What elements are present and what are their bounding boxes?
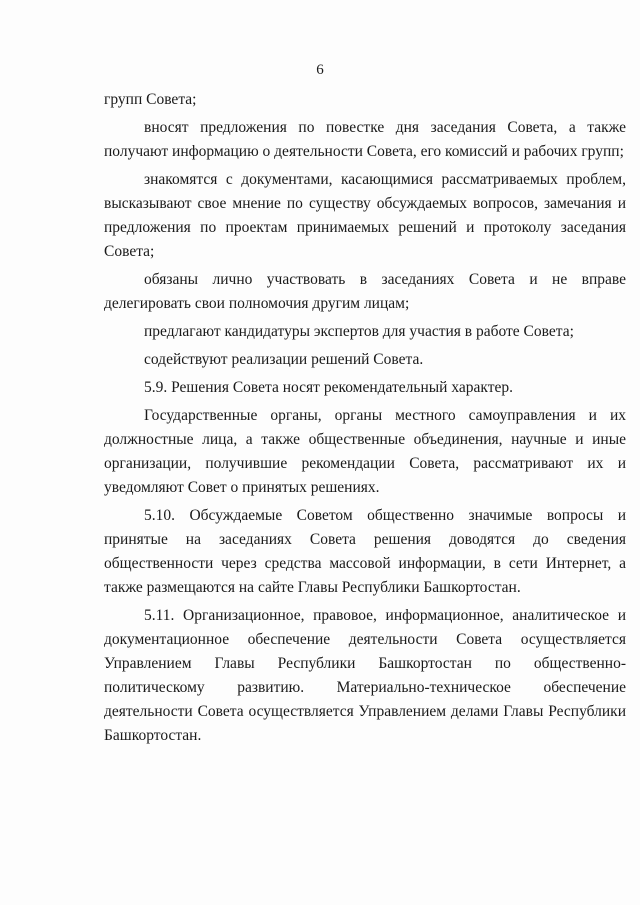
paragraph-10: 5.11. Организационное, правовое, информационное, аналитическое и документационное обеспечение деятельности Совета осуществляется Управлением Главы Республики Башкортостан по общественно-политическому развитию. Материально-техническое обеспечение деятельности Совета осуществляется Управлением делами Главы Республики Башкортостан. bbox=[104, 607, 626, 744]
paragraph-8: Государственные органы, органы местного самоуправления и их должностные лица, а также общественные объединения, научные и иные организации, получившие рекомендации Совета, рассматривают их и уведомляют Совет о принятых решениях. bbox=[104, 407, 626, 496]
page-number: 6 bbox=[316, 62, 324, 78]
document-body bbox=[104, 88, 626, 752]
paragraph-3: знакомятся с документами, касающимися рассматриваемых проблем, высказывают свое мнение по существу обсуждаемых вопросов, замечания и предложения по проектам принимаемых решений и протоколу заседания Совета; bbox=[104, 171, 626, 260]
paragraph-7: 5.9. Решения Совета носят рекомендательный характер. bbox=[144, 379, 514, 396]
paragraph-2: вносят предложения по повестке дня заседания Совета, а также получают информацию о деятельности Совета, его комиссий и рабочих групп; bbox=[104, 119, 626, 160]
paragraph-4: обязаны лично участвовать в заседаниях Совета и не вправе делегировать свои полномочия другим лицам; bbox=[104, 271, 626, 312]
paragraph-9: 5.10. Обсуждаемые Советом общественно значимые вопросы и принятые на заседаниях Совета решения доводятся до сведения общественности через средства массовой информации, в сети Интернет, а также размещаются на сайте Главы Республики Башкортостан. bbox=[104, 507, 626, 596]
paragraph-1: групп Совета; bbox=[104, 91, 197, 108]
paragraph-6: содействуют реализации решений Совета. bbox=[144, 351, 424, 368]
paragraph-5: предлагают кандидатуры экспертов для участия в работе Совета; bbox=[144, 323, 574, 340]
